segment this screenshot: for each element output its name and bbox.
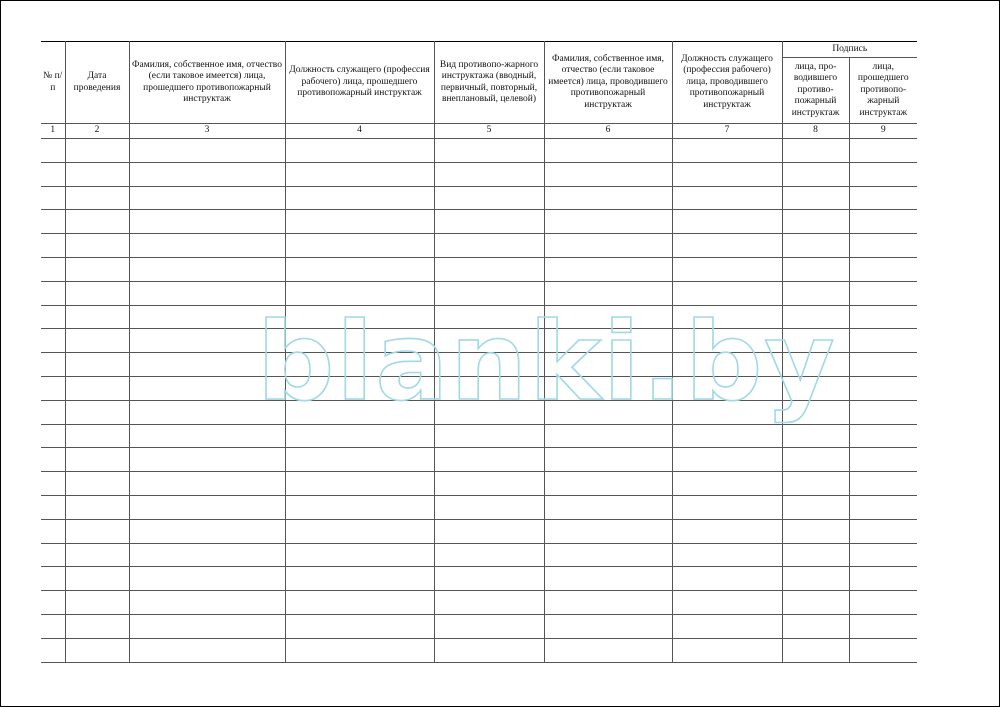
table-cell[interactable] bbox=[65, 424, 129, 448]
table-cell[interactable] bbox=[129, 281, 285, 305]
table-cell[interactable] bbox=[129, 400, 285, 424]
table-cell[interactable] bbox=[672, 305, 782, 329]
column-number: 9 bbox=[849, 124, 917, 139]
table-row bbox=[41, 305, 917, 329]
header-col-3: Фамилия, собственное имя, отчество (если таковое имеется) лица, прошедшего противопожарный инструктаж bbox=[129, 42, 285, 124]
table-row bbox=[41, 162, 917, 186]
table-cell[interactable] bbox=[849, 353, 917, 377]
header-col-7: Должность служащего (профессия рабочего) лица, проводившего противопожарный инструктаж bbox=[672, 42, 782, 124]
table-cell[interactable] bbox=[782, 567, 849, 591]
column-number-row bbox=[41, 124, 917, 139]
table-cell[interactable] bbox=[129, 186, 285, 210]
table-cell[interactable] bbox=[672, 614, 782, 638]
table-cell[interactable] bbox=[129, 329, 285, 353]
table-cell[interactable] bbox=[434, 614, 544, 638]
table-cell[interactable] bbox=[285, 614, 434, 638]
table-cell[interactable] bbox=[65, 186, 129, 210]
table-cell[interactable] bbox=[41, 400, 65, 424]
table-cell[interactable] bbox=[672, 162, 782, 186]
table-cell[interactable] bbox=[285, 376, 434, 400]
table-cell[interactable] bbox=[782, 614, 849, 638]
table-row bbox=[41, 519, 917, 543]
table-cell[interactable] bbox=[672, 400, 782, 424]
table-cell[interactable] bbox=[544, 424, 672, 448]
table-cell[interactable] bbox=[672, 495, 782, 519]
table-cell[interactable] bbox=[849, 567, 917, 591]
table-cell[interactable] bbox=[41, 210, 65, 234]
table-cell[interactable] bbox=[544, 448, 672, 472]
table-cell[interactable] bbox=[41, 567, 65, 591]
table-cell[interactable] bbox=[434, 424, 544, 448]
table-cell[interactable] bbox=[41, 186, 65, 210]
table-cell[interactable] bbox=[849, 614, 917, 638]
table-cell[interactable] bbox=[41, 234, 65, 258]
table-cell[interactable] bbox=[849, 638, 917, 662]
table-cell[interactable] bbox=[285, 519, 434, 543]
table-cell[interactable] bbox=[849, 424, 917, 448]
table-cell[interactable] bbox=[65, 638, 129, 662]
table-cell[interactable] bbox=[782, 139, 849, 163]
table-cell[interactable] bbox=[65, 591, 129, 615]
table-cell[interactable] bbox=[41, 329, 65, 353]
table-row bbox=[41, 210, 917, 234]
table-cell[interactable] bbox=[65, 472, 129, 496]
table-cell[interactable] bbox=[285, 400, 434, 424]
table-cell[interactable] bbox=[672, 448, 782, 472]
table-row bbox=[41, 614, 917, 638]
table-cell[interactable] bbox=[65, 495, 129, 519]
table-cell[interactable] bbox=[41, 472, 65, 496]
table-cell[interactable] bbox=[434, 638, 544, 662]
table-cell[interactable] bbox=[129, 567, 285, 591]
table-cell[interactable] bbox=[434, 139, 544, 163]
table-cell[interactable] bbox=[782, 472, 849, 496]
table-cell[interactable] bbox=[41, 638, 65, 662]
table-cell[interactable] bbox=[544, 234, 672, 258]
table-cell[interactable] bbox=[849, 210, 917, 234]
table-cell[interactable] bbox=[285, 353, 434, 377]
header-col-9: лица, прошедшего противопо-жарный инструктаж bbox=[849, 58, 917, 124]
table-row bbox=[41, 400, 917, 424]
table-row bbox=[41, 281, 917, 305]
table-cell[interactable] bbox=[672, 543, 782, 567]
header-col-8: лица, про-водившего противо-пожарный инструктаж bbox=[782, 58, 849, 124]
table-cell[interactable] bbox=[41, 424, 65, 448]
table-cell[interactable] bbox=[672, 257, 782, 281]
table-cell[interactable] bbox=[782, 329, 849, 353]
table-row bbox=[41, 543, 917, 567]
table-cell[interactable] bbox=[434, 186, 544, 210]
table-cell[interactable] bbox=[285, 257, 434, 281]
table-cell[interactable] bbox=[544, 567, 672, 591]
table-cell[interactable] bbox=[41, 162, 65, 186]
table-cell[interactable] bbox=[434, 448, 544, 472]
table-cell[interactable] bbox=[849, 543, 917, 567]
table-cell[interactable] bbox=[849, 472, 917, 496]
header-col-4: Должность служащего (профессия рабочего) лица, прошедшего противопожарный инструктаж bbox=[285, 42, 434, 124]
table-cell[interactable] bbox=[672, 591, 782, 615]
table-cell[interactable] bbox=[65, 305, 129, 329]
column-number: 7 bbox=[672, 124, 782, 139]
table-cell[interactable] bbox=[285, 210, 434, 234]
table-cell[interactable] bbox=[782, 281, 849, 305]
table-cell[interactable] bbox=[782, 305, 849, 329]
table-cell[interactable] bbox=[782, 591, 849, 615]
table-row bbox=[41, 186, 917, 210]
table-cell[interactable] bbox=[434, 543, 544, 567]
table-cell[interactable] bbox=[544, 376, 672, 400]
table-cell[interactable] bbox=[65, 567, 129, 591]
table-cell[interactable] bbox=[41, 614, 65, 638]
table-cell[interactable] bbox=[129, 234, 285, 258]
table-cell[interactable] bbox=[782, 400, 849, 424]
table-cell[interactable] bbox=[129, 543, 285, 567]
table-cell[interactable] bbox=[434, 567, 544, 591]
table-cell[interactable] bbox=[849, 519, 917, 543]
table-cell[interactable] bbox=[65, 162, 129, 186]
table-cell[interactable] bbox=[782, 234, 849, 258]
table-cell[interactable] bbox=[65, 139, 129, 163]
column-number: 5 bbox=[434, 124, 544, 139]
table-cell[interactable] bbox=[65, 234, 129, 258]
table-cell[interactable] bbox=[285, 591, 434, 615]
table-cell[interactable] bbox=[129, 257, 285, 281]
table-cell[interactable] bbox=[849, 495, 917, 519]
table-cell[interactable] bbox=[41, 376, 65, 400]
table-cell[interactable] bbox=[849, 305, 917, 329]
table-cell[interactable] bbox=[434, 281, 544, 305]
table-cell[interactable] bbox=[544, 543, 672, 567]
table-cell[interactable] bbox=[782, 543, 849, 567]
table-cell[interactable] bbox=[544, 329, 672, 353]
table-cell[interactable] bbox=[65, 448, 129, 472]
table-cell[interactable] bbox=[849, 591, 917, 615]
table-cell[interactable] bbox=[849, 162, 917, 186]
table-cell[interactable] bbox=[434, 353, 544, 377]
table-cell[interactable] bbox=[285, 495, 434, 519]
table-cell[interactable] bbox=[849, 281, 917, 305]
table-cell[interactable] bbox=[129, 353, 285, 377]
table-cell[interactable] bbox=[672, 210, 782, 234]
table-cell[interactable] bbox=[849, 376, 917, 400]
signature-header: Подпись bbox=[782, 42, 917, 58]
table-cell[interactable] bbox=[129, 424, 285, 448]
table-row bbox=[41, 329, 917, 353]
table-row bbox=[41, 234, 917, 258]
table-cell[interactable] bbox=[65, 543, 129, 567]
table-cell[interactable] bbox=[285, 162, 434, 186]
table-cell[interactable] bbox=[129, 591, 285, 615]
table-cell[interactable] bbox=[434, 234, 544, 258]
table-cell[interactable] bbox=[41, 281, 65, 305]
table-cell[interactable] bbox=[782, 519, 849, 543]
table-cell[interactable] bbox=[672, 376, 782, 400]
table-cell[interactable] bbox=[782, 257, 849, 281]
table-cell[interactable] bbox=[849, 234, 917, 258]
table-cell[interactable] bbox=[849, 329, 917, 353]
table-cell[interactable] bbox=[65, 329, 129, 353]
column-number: 6 bbox=[544, 124, 672, 139]
table-cell[interactable] bbox=[544, 638, 672, 662]
table-cell[interactable] bbox=[434, 591, 544, 615]
table-cell[interactable] bbox=[782, 353, 849, 377]
table-cell[interactable] bbox=[544, 305, 672, 329]
table-cell[interactable] bbox=[672, 424, 782, 448]
table-cell[interactable] bbox=[672, 234, 782, 258]
table-cell[interactable] bbox=[129, 305, 285, 329]
table-cell[interactable] bbox=[434, 519, 544, 543]
table-cell[interactable] bbox=[434, 162, 544, 186]
table-cell[interactable] bbox=[849, 257, 917, 281]
header-col-1: № п/п bbox=[41, 42, 65, 124]
table-cell[interactable] bbox=[672, 353, 782, 377]
table-row bbox=[41, 376, 917, 400]
table-cell[interactable] bbox=[434, 495, 544, 519]
table-cell[interactable] bbox=[41, 139, 65, 163]
table-cell[interactable] bbox=[285, 329, 434, 353]
table-cell[interactable] bbox=[672, 519, 782, 543]
header-col-5: Вид противопо-жарного инструктажа (вводный, первичный, повторный, внеплановый, целевой) bbox=[434, 42, 544, 124]
table-cell[interactable] bbox=[544, 472, 672, 496]
table-cell[interactable] bbox=[285, 186, 434, 210]
table-cell[interactable] bbox=[41, 448, 65, 472]
table-cell[interactable] bbox=[849, 400, 917, 424]
table-cell[interactable] bbox=[285, 567, 434, 591]
table-cell[interactable] bbox=[782, 376, 849, 400]
table-cell[interactable] bbox=[129, 139, 285, 163]
table-cell[interactable] bbox=[129, 162, 285, 186]
table-cell[interactable] bbox=[129, 448, 285, 472]
table-row bbox=[41, 448, 917, 472]
table-cell[interactable] bbox=[544, 353, 672, 377]
table-cell[interactable] bbox=[129, 495, 285, 519]
table-cell[interactable] bbox=[129, 614, 285, 638]
column-number: 8 bbox=[782, 124, 849, 139]
table-cell[interactable] bbox=[544, 591, 672, 615]
table-cell[interactable] bbox=[434, 257, 544, 281]
table-row bbox=[41, 591, 917, 615]
table-cell[interactable] bbox=[129, 638, 285, 662]
table-cell[interactable] bbox=[849, 139, 917, 163]
table-cell[interactable] bbox=[434, 400, 544, 424]
table-cell[interactable] bbox=[849, 186, 917, 210]
table-cell[interactable] bbox=[285, 448, 434, 472]
table-cell[interactable] bbox=[434, 472, 544, 496]
table-cell[interactable] bbox=[782, 638, 849, 662]
table-row bbox=[41, 567, 917, 591]
table-cell[interactable] bbox=[434, 210, 544, 234]
table-cell[interactable] bbox=[544, 495, 672, 519]
table-row bbox=[41, 495, 917, 519]
table-cell[interactable] bbox=[65, 614, 129, 638]
header-col-2: Дата проведения bbox=[65, 42, 129, 124]
table-cell[interactable] bbox=[285, 305, 434, 329]
table-row bbox=[41, 257, 917, 281]
table-cell[interactable] bbox=[65, 257, 129, 281]
table-cell[interactable] bbox=[65, 519, 129, 543]
table-row bbox=[41, 139, 917, 163]
table-cell[interactable] bbox=[285, 234, 434, 258]
table-cell[interactable] bbox=[782, 162, 849, 186]
table-cell[interactable] bbox=[544, 281, 672, 305]
table-cell[interactable] bbox=[672, 329, 782, 353]
table-row bbox=[41, 472, 917, 496]
table-cell[interactable] bbox=[672, 186, 782, 210]
table-cell[interactable] bbox=[434, 305, 544, 329]
table-cell[interactable] bbox=[129, 210, 285, 234]
table-cell[interactable] bbox=[544, 614, 672, 638]
table-row bbox=[41, 424, 917, 448]
table-cell[interactable] bbox=[285, 139, 434, 163]
table-cell[interactable] bbox=[41, 257, 65, 281]
table-cell[interactable] bbox=[285, 281, 434, 305]
table-cell[interactable] bbox=[544, 186, 672, 210]
table-cell[interactable] bbox=[672, 638, 782, 662]
table-cell[interactable] bbox=[129, 472, 285, 496]
table-cell[interactable] bbox=[285, 638, 434, 662]
table-cell[interactable] bbox=[41, 519, 65, 543]
header-col-6: Фамилия, собственное имя, отчество (если таковое имеется) лица, проводившего противопожарный инструктаж bbox=[544, 42, 672, 124]
table-cell[interactable] bbox=[65, 353, 129, 377]
table-cell[interactable] bbox=[672, 567, 782, 591]
table-cell[interactable] bbox=[544, 400, 672, 424]
table-cell[interactable] bbox=[65, 281, 129, 305]
table-cell[interactable] bbox=[41, 305, 65, 329]
table-cell[interactable] bbox=[782, 186, 849, 210]
table-cell[interactable] bbox=[285, 472, 434, 496]
table-cell[interactable] bbox=[285, 424, 434, 448]
table-row bbox=[41, 353, 917, 377]
table-cell[interactable] bbox=[544, 139, 672, 163]
table-cell[interactable] bbox=[672, 281, 782, 305]
column-number: 4 bbox=[285, 124, 434, 139]
table-cell[interactable] bbox=[65, 376, 129, 400]
table-cell[interactable] bbox=[129, 376, 285, 400]
column-number: 1 bbox=[41, 124, 65, 139]
table-cell[interactable] bbox=[434, 329, 544, 353]
table-cell[interactable] bbox=[672, 139, 782, 163]
journal-sheet bbox=[41, 41, 917, 663]
table-cell[interactable] bbox=[434, 376, 544, 400]
fire-safety-briefing-journal-table bbox=[41, 41, 917, 663]
table-cell[interactable] bbox=[544, 257, 672, 281]
table-cell[interactable] bbox=[782, 448, 849, 472]
table-cell[interactable] bbox=[41, 591, 65, 615]
table-cell[interactable] bbox=[285, 543, 434, 567]
table-cell[interactable] bbox=[544, 162, 672, 186]
table-row bbox=[41, 638, 917, 662]
table-cell[interactable] bbox=[41, 495, 65, 519]
table-cell[interactable] bbox=[849, 448, 917, 472]
table-cell[interactable] bbox=[65, 400, 129, 424]
table-cell[interactable] bbox=[41, 543, 65, 567]
column-number: 3 bbox=[129, 124, 285, 139]
table-cell[interactable] bbox=[782, 495, 849, 519]
watermark-text: blanki.by bbox=[257, 300, 837, 425]
table-cell[interactable] bbox=[782, 424, 849, 448]
table-cell[interactable] bbox=[65, 210, 129, 234]
table-cell[interactable] bbox=[129, 519, 285, 543]
table-cell[interactable] bbox=[782, 210, 849, 234]
table-cell[interactable] bbox=[544, 210, 672, 234]
table-cell[interactable] bbox=[672, 472, 782, 496]
table-cell[interactable] bbox=[41, 353, 65, 377]
table-cell[interactable] bbox=[544, 519, 672, 543]
column-number: 2 bbox=[65, 124, 129, 139]
